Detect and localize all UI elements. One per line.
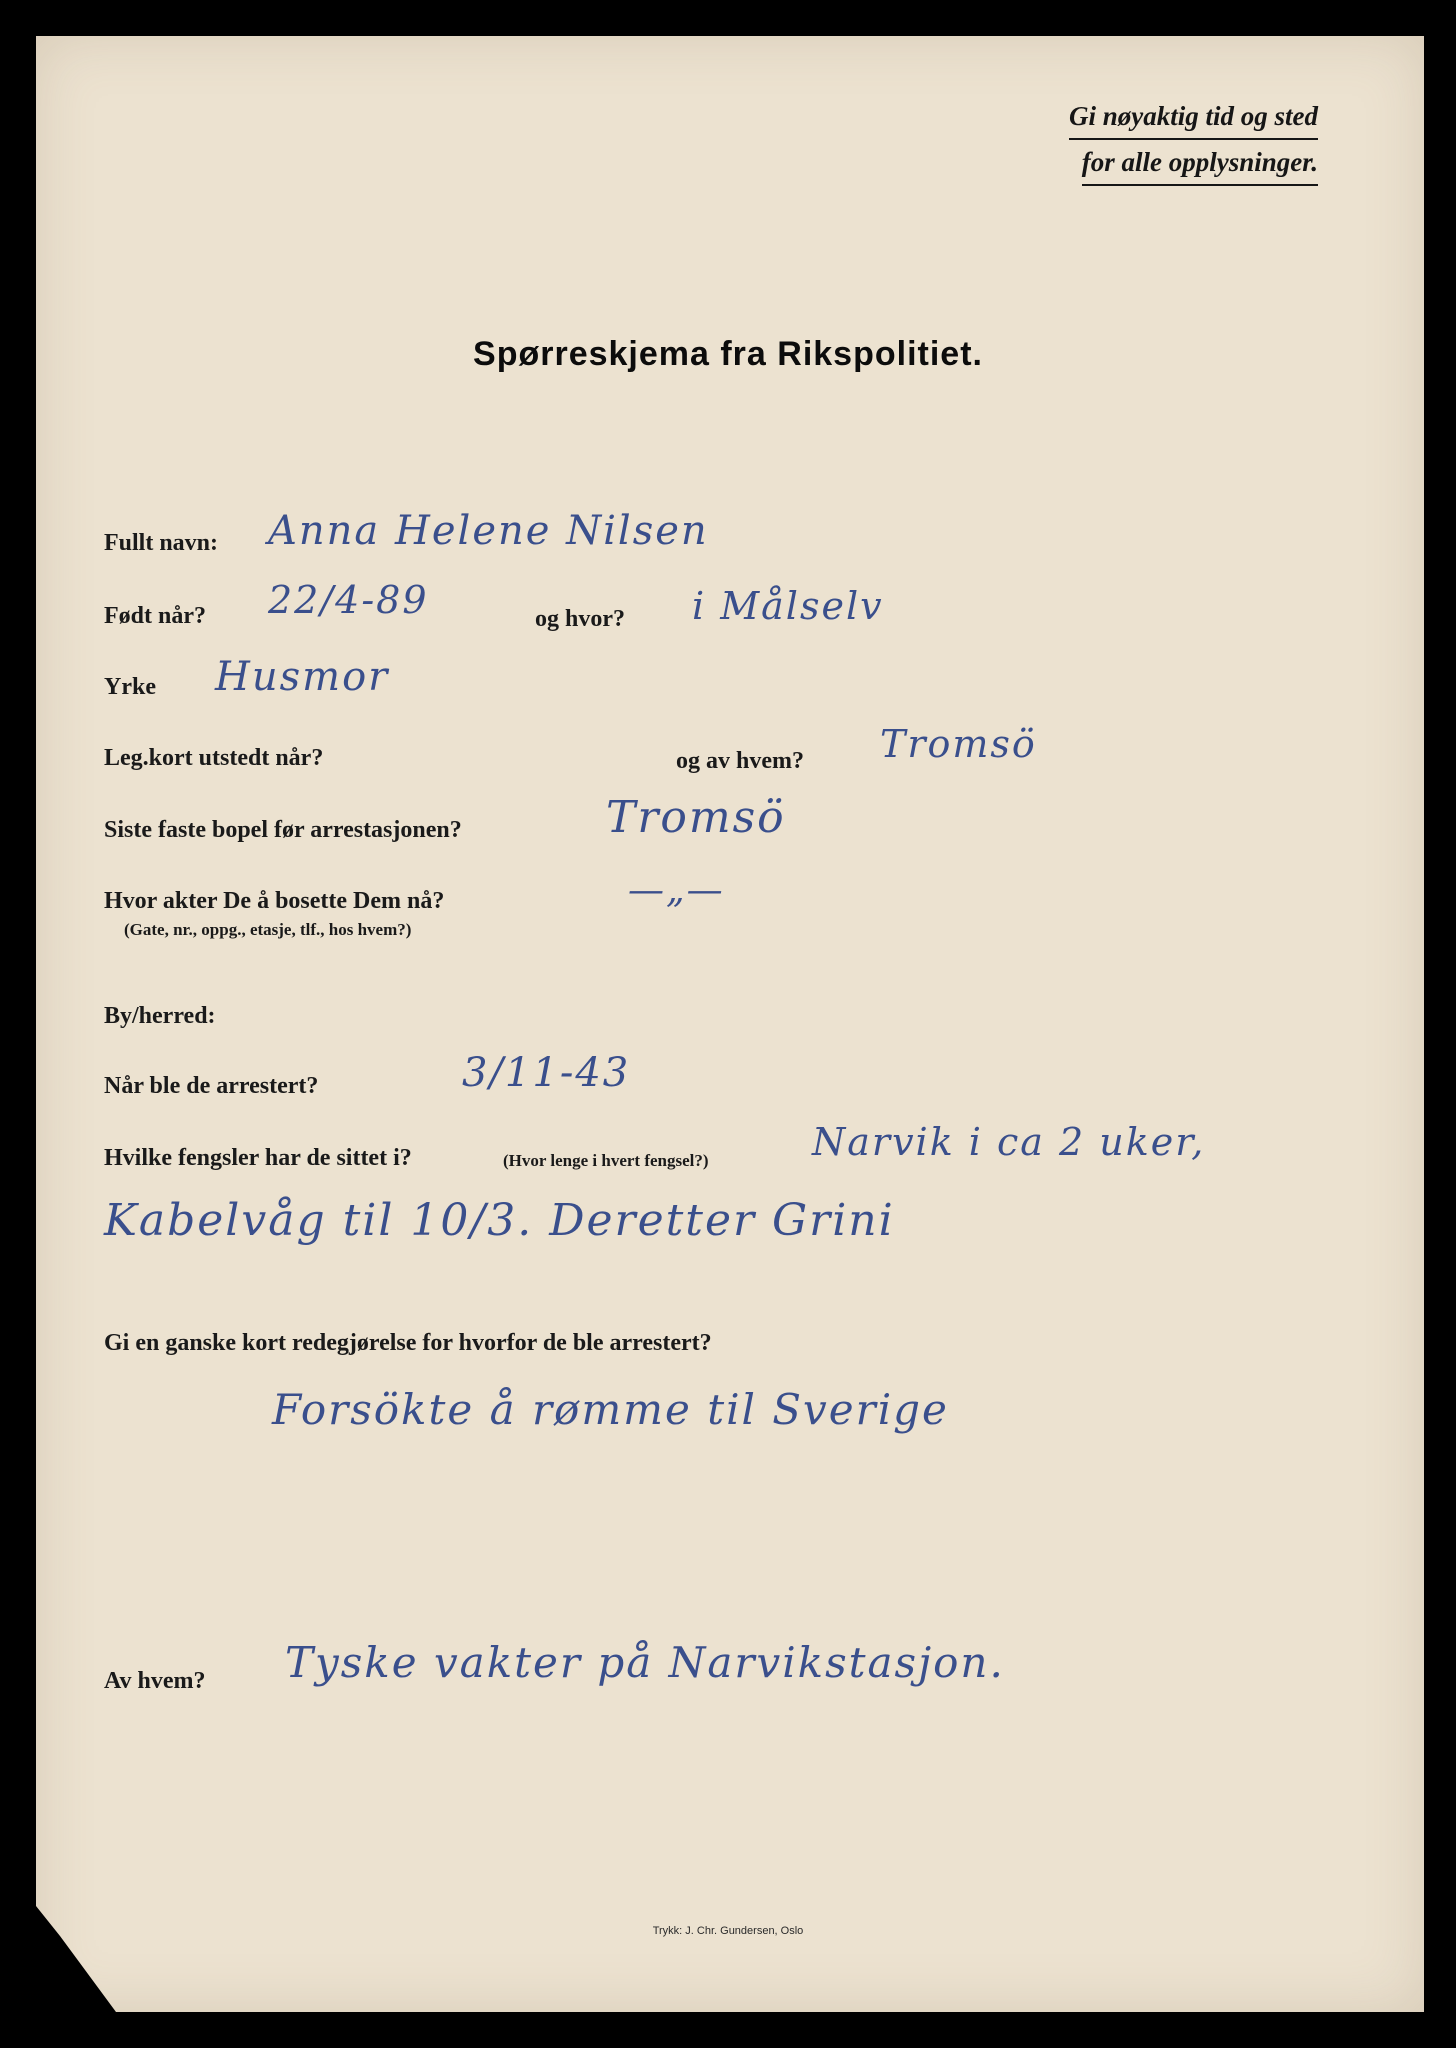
arrested-by-label: Av hvem? xyxy=(104,1668,206,1694)
instruction-notice xyxy=(1069,94,1318,186)
full-name-value: Anna Helene Nilsen xyxy=(268,508,709,554)
arrest-reason-label: Gi en ganske kort redegjørelse for hvorfor de ble arrestert? xyxy=(104,1330,712,1356)
born-when-value: 22/4-89 xyxy=(268,578,429,622)
prisons-value-line-1: Narvik i ca 2 uker, xyxy=(812,1120,1206,1164)
settle-where-label: Hvor akter De å bosette Dem nå? xyxy=(104,888,445,914)
arrested-when-value: 3/11-43 xyxy=(462,1050,631,1096)
arrested-when-label: Når ble de arrestert? xyxy=(104,1073,319,1099)
settle-where-value: —„— xyxy=(628,870,725,911)
occupation-label: Yrke xyxy=(104,674,156,700)
born-when-label: Født når? xyxy=(104,603,206,629)
id-card-issuer-label: og av hvem? xyxy=(676,748,804,774)
form-title: Spørreskjema fra Rikspolitiet. xyxy=(473,335,983,373)
notice-line-2: for alle opplysninger. xyxy=(1082,140,1318,186)
prisons-hint: (Hvor lenge i hvert fengsel?) xyxy=(503,1151,709,1170)
last-residence-label: Siste faste bopel før arrestasjonen? xyxy=(104,817,462,843)
form-paper xyxy=(36,36,1424,2012)
occupation-value: Husmor xyxy=(215,654,390,700)
printer-imprint: Trykk: J. Chr. Gundersen, Oslo xyxy=(652,1925,804,1937)
arrest-reason-value: Forsökte å rømme til Sverige xyxy=(272,1385,949,1434)
town-label: By/herred: xyxy=(104,1003,216,1029)
settle-where-hint: (Gate, nr., oppg., etasje, tlf., hos hvem?) xyxy=(124,920,412,939)
notice-line-1: Gi nøyaktig tid og sted xyxy=(1069,94,1318,140)
prisons-label: Hvilke fengsler har de sittet i? xyxy=(104,1145,412,1171)
full-name-label: Fullt navn: xyxy=(104,530,219,556)
born-where-value: i Målselv xyxy=(692,584,884,628)
prisons-value-line-2: Kabelvåg til 10/3. Deretter Grini xyxy=(104,1195,895,1246)
born-where-label: og hvor? xyxy=(535,606,625,632)
id-card-issued-label: Leg.kort utstedt når? xyxy=(104,745,324,771)
id-card-issuer-value: Tromsö xyxy=(880,722,1037,766)
last-residence-value: Tromsö xyxy=(606,792,786,843)
arrested-by-value: Tyske vakter på Narvikstasjon. xyxy=(285,1638,1005,1687)
